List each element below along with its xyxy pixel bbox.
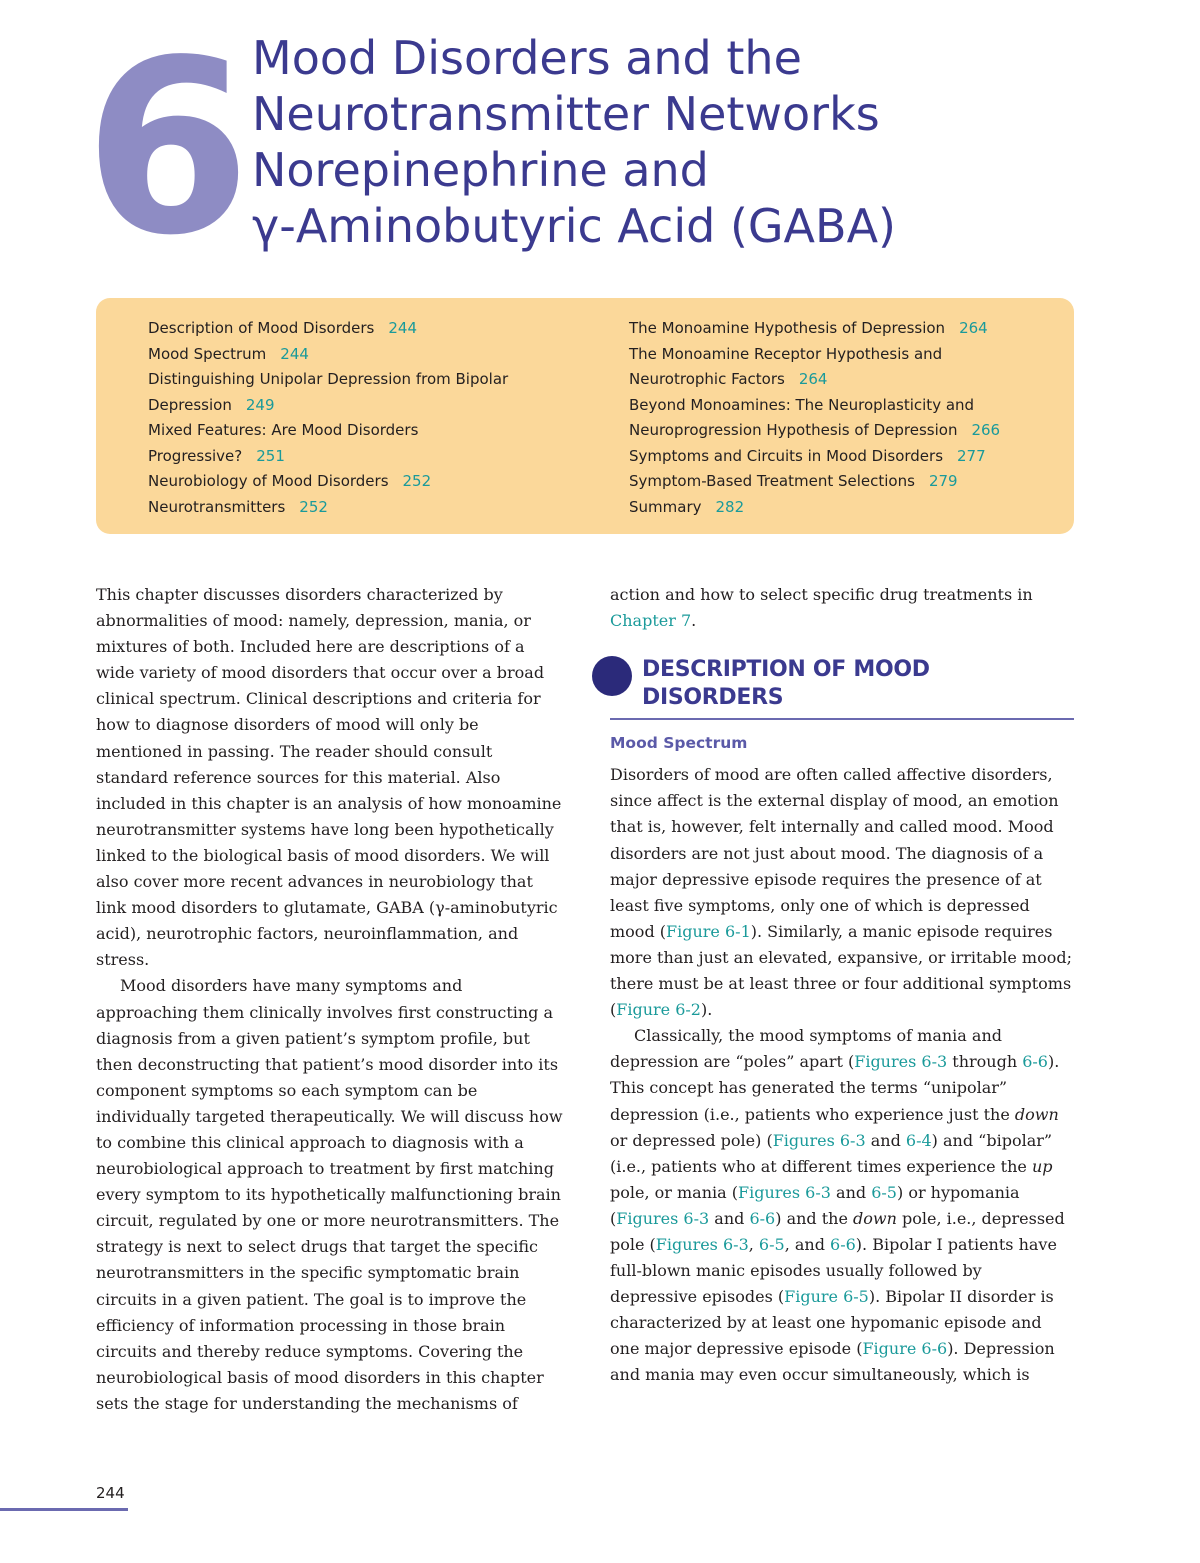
toc-entry[interactable] [148, 495, 588, 521]
body-paragraph [610, 582, 1072, 634]
toc-entry-page: 264 [798, 370, 828, 388]
body-text: and [709, 1208, 750, 1228]
toc-entry-page: 282 [715, 497, 745, 516]
body-text: ). Similarly, a manic episode requires more than just an elevated, expansive, or irritable mood; there must be at least three or four additional symptoms ( [610, 921, 1072, 1020]
body-text: , and [784, 1234, 831, 1254]
section-title: DESCRIPTION OF MOOD DISORDERS [642, 657, 930, 711]
figure-link[interactable]: Figure 6-6 [862, 1339, 948, 1359]
toc-entry[interactable] [148, 316, 588, 342]
toc-entry[interactable] [629, 342, 989, 393]
figure-link[interactable]: Figures 6-3 [616, 1208, 710, 1228]
figure-link[interactable]: 6-6 [1022, 1052, 1048, 1072]
toc-entry-page: 249 [245, 395, 275, 414]
body-text: action and how to select specific drug treatments in [610, 585, 1033, 604]
toc-entry-label: Symptoms and Circuits in Mood Disorders [629, 446, 944, 465]
body-paragraph: Mood disorders have many symptoms and approaching them clinically involves first constructing a diagnosis from a given patient’s symptom profile, but then deconstructing that patient’s mood disorder into its component symptoms so each symptom can be individually targeted therapeutically. We will discuss how to combine this clinical approach to diagnosis with a neurobiological approach to treatment by first matching every symptom to its hypothetically malfunctioning brain circuit, regulated by one or more neurotransmitters. The strategy is next to select drugs that target the specific neurotransmitters in the specific symptomatic brain circuits in a given patient. The goal is to improve the efficiency of information processing in those brain circuits and thereby reduce symptoms. Covering the neurobiological basis of mood disorders in this chapter sets the stage for understanding the mechanisms of [96, 976, 563, 1413]
chapter-number: 6 [84, 8, 251, 288]
body-text: and [830, 1182, 872, 1202]
figure-link[interactable]: 6-5 [758, 1234, 785, 1254]
chapter-contents-box [96, 298, 1074, 534]
toc-entry[interactable] [629, 469, 1069, 495]
body-paragraph [610, 762, 1072, 1023]
toc-entry-label: Beyond Monoamines: The Neuroplasticity and Neuroprogression Hypothesis of Depression [629, 395, 975, 439]
toc-entry[interactable] [629, 316, 1069, 342]
emphasis-text: down [1014, 1104, 1059, 1124]
toc-entry-page: 244 [388, 319, 417, 337]
toc-entry[interactable] [629, 444, 1069, 470]
toc-entry-label: Summary [629, 497, 702, 516]
toc-entry-label: Neurotransmitters [148, 497, 286, 516]
body-text: Disorders of mood are often called affective disorders, since affect is the external display of mood, an emotion that is, however, felt internally and called mood. Mood disorders are not just about mood. The diagnosis of a major depressive episode requires the presence of at least five symptoms, only one of which is depressed mood ( [610, 765, 1059, 941]
toc-entry-page: 279 [928, 472, 958, 490]
body-text: ) and “bipolar” (i.e., patients who at different times experience the [610, 1130, 1053, 1176]
body-text: pole, i.e., depressed pole ( [610, 1208, 1065, 1254]
chapter-title-line: Mood Disorders and the [252, 31, 802, 85]
toc-column-left [148, 316, 588, 520]
toc-entry[interactable] [148, 469, 588, 495]
body-text: and [865, 1130, 906, 1150]
toc-entry-page: 252 [402, 472, 432, 490]
toc-entry-page: 252 [299, 497, 328, 516]
body-text: ). [700, 1000, 713, 1020]
toc-entry-label: Neurobiology of Mood Disorders [148, 472, 389, 490]
subsection-title: Mood Spectrum [610, 734, 748, 753]
chapter-title [252, 30, 1152, 254]
toc-entry-page: 251 [256, 446, 285, 465]
figure-link[interactable]: Figures 6-3 [854, 1052, 948, 1072]
toc-entry-label: Mood Spectrum [148, 344, 267, 363]
body-text: or depressed pole) ( [610, 1130, 773, 1150]
chapter-title-line: Norepinephrine and [252, 143, 709, 197]
figure-link[interactable]: Figures 6-3 [655, 1234, 749, 1254]
body-text: through [947, 1052, 1023, 1072]
footer-rule [0, 1508, 128, 1511]
toc-entry-label: Distinguishing Unipolar Depression from Bipolar Depression [148, 370, 509, 414]
toc-entry[interactable] [148, 418, 458, 469]
body-column-right [610, 582, 1072, 1389]
toc-entry-label: The Monoamine Receptor Hypothesis and Neurotrophic Factors [629, 344, 943, 388]
toc-entry[interactable] [148, 342, 588, 368]
body-column-left [96, 582, 564, 1417]
body-text: pole, or mania ( [610, 1182, 738, 1202]
toc-entry[interactable] [148, 367, 548, 418]
figure-link[interactable]: Figure 6-5 [784, 1287, 869, 1307]
body-text: ). Depression and mania may even occur simultaneously, which is [610, 1339, 1055, 1385]
toc-entry-page: 266 [971, 421, 1001, 439]
body-paragraph [610, 1023, 1072, 1388]
figure-link[interactable]: Figures 6-3 [772, 1130, 866, 1150]
figure-link[interactable]: 6-6 [830, 1234, 856, 1254]
toc-entry-page: 244 [280, 344, 309, 363]
toc-entry-label: Symptom-Based Treatment Selections [629, 472, 915, 490]
section-heading [610, 656, 1072, 720]
toc-entry-label: The Monoamine Hypothesis of Depression [629, 319, 946, 337]
body-text: . [691, 611, 697, 631]
toc-entry-page: 264 [959, 319, 988, 337]
figure-link[interactable]: 6-5 [871, 1182, 897, 1202]
toc-column-right [629, 316, 1069, 520]
emphasis-text: up [1031, 1156, 1053, 1176]
figure-link[interactable]: Figures 6-3 [738, 1182, 831, 1202]
section-bullet-icon [592, 656, 632, 696]
toc-entry-label: Mixed Features: Are Mood Disorders Progressive? [148, 421, 419, 465]
toc-entry[interactable] [629, 495, 1069, 521]
figure-link[interactable]: 6-4 [905, 1130, 932, 1150]
chapter-title-line: γ-Aminobutyric Acid (GABA) [252, 199, 896, 253]
page-number: 244 [96, 1484, 125, 1502]
body-text: ). Bipolar II disorder is characterized by at least one hypomanic episode and one major depressive episode ( [610, 1287, 1054, 1359]
body-text: ) and the [775, 1208, 854, 1228]
chapter-7-link[interactable]: Chapter 7 [610, 611, 692, 631]
toc-entry-label: Description of Mood Disorders [148, 319, 375, 337]
figure-link[interactable]: Figure 6-2 [616, 1000, 701, 1020]
toc-entry[interactable] [629, 393, 1069, 444]
body-text: Classically, the mood symptoms of mania and depression are “poles” apart ( [610, 1026, 1002, 1072]
chapter-title-line: Neurotransmitter Networks [252, 87, 880, 141]
figure-link[interactable]: Figure 6-1 [666, 921, 751, 941]
body-paragraph: This chapter discusses disorders characterized by abnormalities of mood: namely, depression, mania, or mixtures of both. Included here are descriptions of a wide variety of mood disorders that occur over a broad clinical spectrum. Clinical descriptions and criteria for how to diagnose disorders of mood will only be mentioned in passing. The reader should consult standard reference sources for this material. Also included in this chapter is an analysis of how monoamine neurotransmitter systems have long been hypothetically linked to the biological basis of mood disorders. We will also cover more recent advances in neurobiology that link mood disorders to glutamate, GABA (γ-aminobutyric acid), neurotrophic factors, neuroinflammation, and stress. [96, 585, 562, 970]
body-text: ). This concept has generated the terms “unipolar” depression (i.e., patients who experience just the [610, 1052, 1060, 1124]
figure-link[interactable]: 6-6 [749, 1208, 776, 1228]
section-divider [610, 718, 1074, 720]
body-text: ) or hypomania ( [610, 1182, 1020, 1228]
emphasis-text: down [853, 1208, 897, 1228]
toc-entry-page: 277 [957, 446, 986, 465]
body-text: ). Bipolar I patients have full-blown manic episodes usually followed by depressive episodes ( [610, 1234, 1057, 1307]
body-text: , [748, 1234, 759, 1254]
